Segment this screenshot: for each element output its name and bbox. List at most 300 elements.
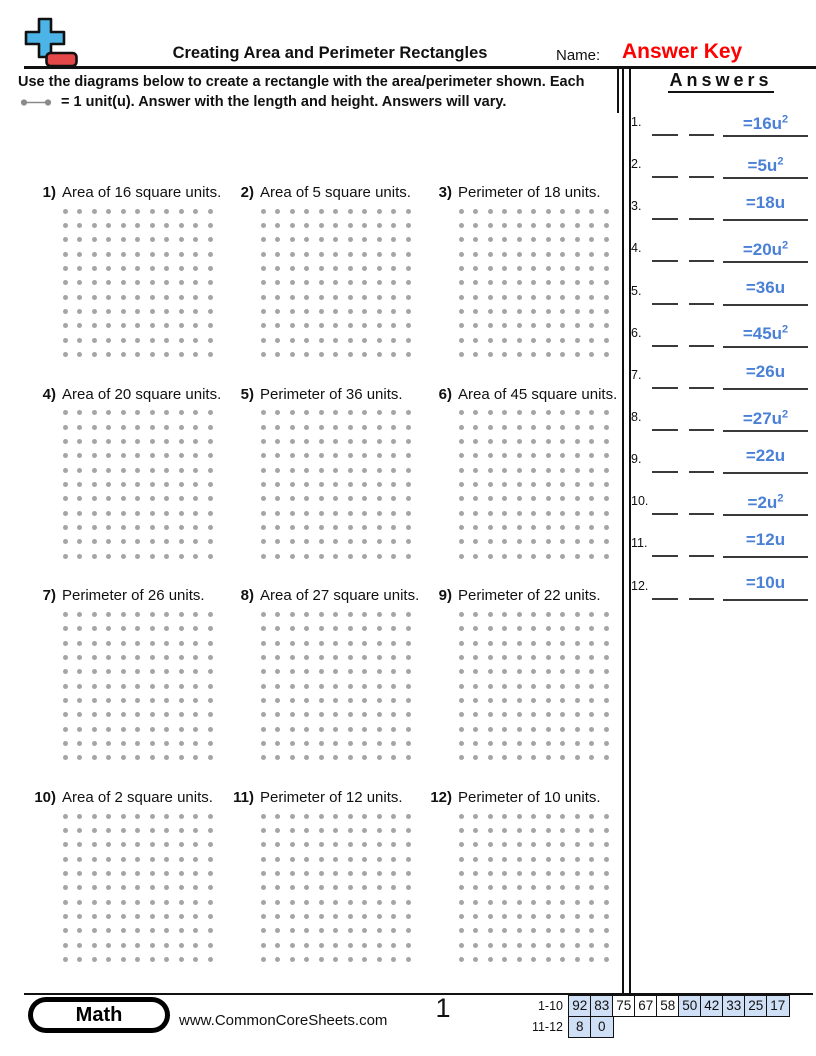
dot (275, 871, 280, 876)
dot (502, 828, 507, 833)
dot (546, 252, 551, 257)
dot (488, 223, 493, 228)
dot (77, 698, 82, 703)
dot (502, 223, 507, 228)
dot (459, 914, 464, 919)
dot (319, 655, 324, 660)
dot (179, 525, 184, 530)
dot (304, 871, 309, 876)
dot (473, 741, 478, 746)
dot (121, 669, 126, 674)
dot (391, 280, 396, 285)
problem-card (420, 788, 618, 990)
score-cell: 17 (766, 995, 790, 1017)
dot (459, 871, 464, 876)
dot (193, 842, 198, 847)
dot (135, 857, 140, 862)
dot (261, 641, 266, 646)
dot (333, 280, 338, 285)
dot (193, 496, 198, 501)
dot (604, 669, 609, 674)
dot (275, 885, 280, 890)
dot (531, 410, 536, 415)
dot (106, 468, 111, 473)
dot (459, 410, 464, 415)
dot (135, 698, 140, 703)
dot (473, 684, 478, 689)
dot (179, 871, 184, 876)
name-label: Name: (556, 47, 601, 64)
dot (150, 928, 155, 933)
dot (208, 439, 213, 444)
dot (473, 612, 478, 617)
dot (546, 914, 551, 919)
dot (261, 669, 266, 674)
dot (517, 698, 522, 703)
dot-grid (256, 809, 420, 967)
dot (391, 900, 396, 905)
dot (63, 323, 68, 328)
answer-item (628, 316, 814, 358)
instructions-line2-text: = 1 unit(u). Answer with the length and height. Answers will vary. (61, 94, 507, 110)
dot (391, 755, 396, 760)
dot (531, 857, 536, 862)
dot (193, 943, 198, 948)
dot (208, 554, 213, 559)
dot (150, 727, 155, 732)
dot (589, 309, 594, 314)
dot (261, 814, 266, 819)
dot (164, 209, 169, 214)
dot (106, 209, 111, 214)
dot (333, 900, 338, 905)
dot (304, 698, 309, 703)
dot (531, 554, 536, 559)
dot (121, 252, 126, 257)
dot (546, 237, 551, 242)
dot (150, 209, 155, 214)
dot (275, 252, 280, 257)
dot (319, 943, 324, 948)
dot (92, 425, 97, 430)
dot (77, 641, 82, 646)
dot (135, 496, 140, 501)
dot (406, 655, 411, 660)
problem-text: Perimeter of 22 units. (458, 587, 601, 605)
dot (377, 252, 382, 257)
score-cell: 8 (568, 1016, 592, 1038)
dot (290, 755, 295, 760)
dot (531, 957, 536, 962)
dot (377, 641, 382, 646)
dot (179, 741, 184, 746)
dot (575, 511, 580, 516)
dot (517, 309, 522, 314)
dot (304, 352, 309, 357)
dot (473, 482, 478, 487)
dot (362, 727, 367, 732)
dot (473, 352, 478, 357)
dot (546, 814, 551, 819)
dot (531, 266, 536, 271)
dot (546, 698, 551, 703)
dot (92, 352, 97, 357)
dot (92, 410, 97, 415)
dot (135, 468, 140, 473)
dot (304, 266, 309, 271)
dot (362, 525, 367, 530)
dot (63, 900, 68, 905)
answer-number: 10. (631, 494, 649, 509)
dot (517, 295, 522, 300)
dot (546, 842, 551, 847)
dot (459, 554, 464, 559)
dot (333, 209, 338, 214)
dot (261, 439, 266, 444)
dot (391, 842, 396, 847)
answer-value-line (723, 274, 808, 306)
answer-value: $=2u^2$ (747, 492, 784, 512)
dot (304, 842, 309, 847)
dot (179, 684, 184, 689)
dot (575, 425, 580, 430)
dot (604, 612, 609, 617)
problem-card (24, 183, 222, 385)
dot (290, 338, 295, 343)
answers-title-text: Answers (668, 70, 773, 93)
dot (406, 712, 411, 717)
dot (179, 626, 184, 631)
dot (164, 425, 169, 430)
dot (502, 814, 507, 819)
dot (517, 496, 522, 501)
answer-value-line (723, 442, 808, 474)
dot (208, 453, 213, 458)
answer-value: =22u (745, 446, 786, 466)
dot (319, 626, 324, 631)
dot (319, 425, 324, 430)
dot (121, 209, 126, 214)
dot (208, 900, 213, 905)
dot (604, 914, 609, 919)
dot (488, 323, 493, 328)
dot (459, 957, 464, 962)
dot (377, 684, 382, 689)
dot (517, 655, 522, 660)
dot (488, 280, 493, 285)
dot (319, 295, 324, 300)
dot (261, 684, 266, 689)
dot (459, 943, 464, 948)
dot (275, 511, 280, 516)
dot (560, 741, 565, 746)
dot (261, 928, 266, 933)
dot (459, 698, 464, 703)
dot (150, 266, 155, 271)
answer-value-line (723, 147, 808, 179)
dot (106, 914, 111, 919)
dot (575, 698, 580, 703)
dot (406, 237, 411, 242)
dot (377, 223, 382, 228)
dot (546, 655, 551, 660)
dot (333, 641, 338, 646)
dot (63, 482, 68, 487)
subject-badge (28, 997, 170, 1033)
dot (488, 914, 493, 919)
dot (488, 857, 493, 862)
dot (304, 511, 309, 516)
problem-card (24, 385, 222, 587)
dot (135, 755, 140, 760)
dot (517, 612, 522, 617)
problem-head (420, 183, 618, 203)
dot (546, 669, 551, 674)
dot (193, 223, 198, 228)
dot (261, 957, 266, 962)
dot (164, 252, 169, 257)
dot (502, 857, 507, 862)
dot (261, 496, 266, 501)
dot (333, 482, 338, 487)
dot (333, 727, 338, 732)
dot (560, 295, 565, 300)
dot (406, 223, 411, 228)
dot (459, 280, 464, 285)
dot (560, 828, 565, 833)
dot (575, 957, 580, 962)
dot (63, 338, 68, 343)
dot (575, 655, 580, 660)
dot (517, 626, 522, 631)
dot (319, 914, 324, 919)
dot (121, 612, 126, 617)
dot (179, 727, 184, 732)
dot (164, 684, 169, 689)
dot (179, 295, 184, 300)
dot (290, 857, 295, 862)
dot (517, 814, 522, 819)
answer-value: =12u (745, 530, 786, 550)
dot (473, 712, 478, 717)
dot (304, 237, 309, 242)
dot (179, 842, 184, 847)
dot (261, 914, 266, 919)
dot (517, 554, 522, 559)
dot (560, 684, 565, 689)
dot (348, 323, 353, 328)
dot (319, 323, 324, 328)
dot (179, 641, 184, 646)
dot (589, 900, 594, 905)
dot (275, 842, 280, 847)
dot (391, 539, 396, 544)
dot (304, 554, 309, 559)
dot (391, 698, 396, 703)
dot (575, 669, 580, 674)
dot (63, 698, 68, 703)
dot (473, 698, 478, 703)
dot (575, 727, 580, 732)
dot (604, 511, 609, 516)
dot (135, 352, 140, 357)
dot (319, 525, 324, 530)
dot (377, 957, 382, 962)
dot (275, 482, 280, 487)
dot (92, 453, 97, 458)
dot (406, 814, 411, 819)
answer-item (628, 526, 814, 568)
dot (319, 698, 324, 703)
dot (362, 612, 367, 617)
problem-card (222, 586, 420, 788)
dot (589, 698, 594, 703)
problem-head (420, 586, 618, 606)
dot (333, 842, 338, 847)
dot (517, 900, 522, 905)
dot (290, 511, 295, 516)
problem-text: Perimeter of 12 units. (260, 789, 403, 807)
dot (208, 309, 213, 314)
dot (604, 554, 609, 559)
dot (77, 842, 82, 847)
dot (333, 857, 338, 862)
dot (604, 309, 609, 314)
dot (77, 655, 82, 660)
dot (164, 957, 169, 962)
dot (391, 669, 396, 674)
dot (362, 554, 367, 559)
answer-blank (689, 231, 714, 262)
dot (150, 655, 155, 660)
dot (604, 900, 609, 905)
answer-blank (689, 569, 714, 600)
answer-blank (652, 358, 678, 389)
dot (77, 612, 82, 617)
dot (121, 914, 126, 919)
dot (164, 698, 169, 703)
dot (575, 453, 580, 458)
dot (106, 323, 111, 328)
dot (92, 554, 97, 559)
answer-blank (689, 147, 714, 178)
dot (459, 223, 464, 228)
dot (377, 755, 382, 760)
dot (179, 539, 184, 544)
dot (531, 352, 536, 357)
dot (179, 237, 184, 242)
dot (459, 295, 464, 300)
dot (488, 309, 493, 314)
dot (121, 468, 126, 473)
dot (531, 641, 536, 646)
dot (560, 338, 565, 343)
dot (63, 814, 68, 819)
dot (92, 655, 97, 660)
dot (362, 352, 367, 357)
dot (391, 309, 396, 314)
dot (179, 914, 184, 919)
dot (63, 914, 68, 919)
dot (164, 352, 169, 357)
dot (179, 857, 184, 862)
dot (208, 266, 213, 271)
dot (575, 496, 580, 501)
dot (348, 453, 353, 458)
dot-grid (454, 406, 618, 564)
dot (546, 539, 551, 544)
dot (319, 727, 324, 732)
dot (531, 295, 536, 300)
dot (135, 814, 140, 819)
dot (488, 698, 493, 703)
dot (589, 352, 594, 357)
answer-number: 6. (631, 325, 642, 340)
dot (488, 237, 493, 242)
dot (459, 857, 464, 862)
dot (362, 655, 367, 660)
dot (261, 857, 266, 862)
dot (348, 755, 353, 760)
dot (63, 496, 68, 501)
dot (546, 511, 551, 516)
dot (121, 900, 126, 905)
dot (546, 641, 551, 646)
dot (589, 525, 594, 530)
score-cell: 25 (744, 995, 768, 1017)
dot (546, 727, 551, 732)
dot (391, 496, 396, 501)
answer-item (628, 147, 814, 189)
dot (179, 655, 184, 660)
dot (290, 525, 295, 530)
dot (193, 539, 198, 544)
dot (502, 554, 507, 559)
answer-value: =36u (745, 277, 786, 297)
dot (502, 280, 507, 285)
dot (193, 928, 198, 933)
answer-blank (652, 105, 678, 136)
dot (208, 712, 213, 717)
dot (575, 280, 580, 285)
dot (193, 814, 198, 819)
dot (179, 468, 184, 473)
dot (63, 410, 68, 415)
dot (604, 943, 609, 948)
dot (391, 885, 396, 890)
dot (589, 626, 594, 631)
problem-head (222, 788, 420, 808)
dot (77, 425, 82, 430)
dot (63, 352, 68, 357)
dot (135, 914, 140, 919)
dot (391, 410, 396, 415)
problem-head (24, 586, 222, 606)
dot (106, 554, 111, 559)
dot (362, 626, 367, 631)
dot (106, 237, 111, 242)
dot (517, 755, 522, 760)
dot (575, 266, 580, 271)
dot (208, 511, 213, 516)
dot (575, 914, 580, 919)
dot (193, 511, 198, 516)
dot (459, 237, 464, 242)
dot (290, 209, 295, 214)
problem-number: 7) (42, 587, 56, 605)
dot (333, 425, 338, 430)
dot (473, 828, 478, 833)
